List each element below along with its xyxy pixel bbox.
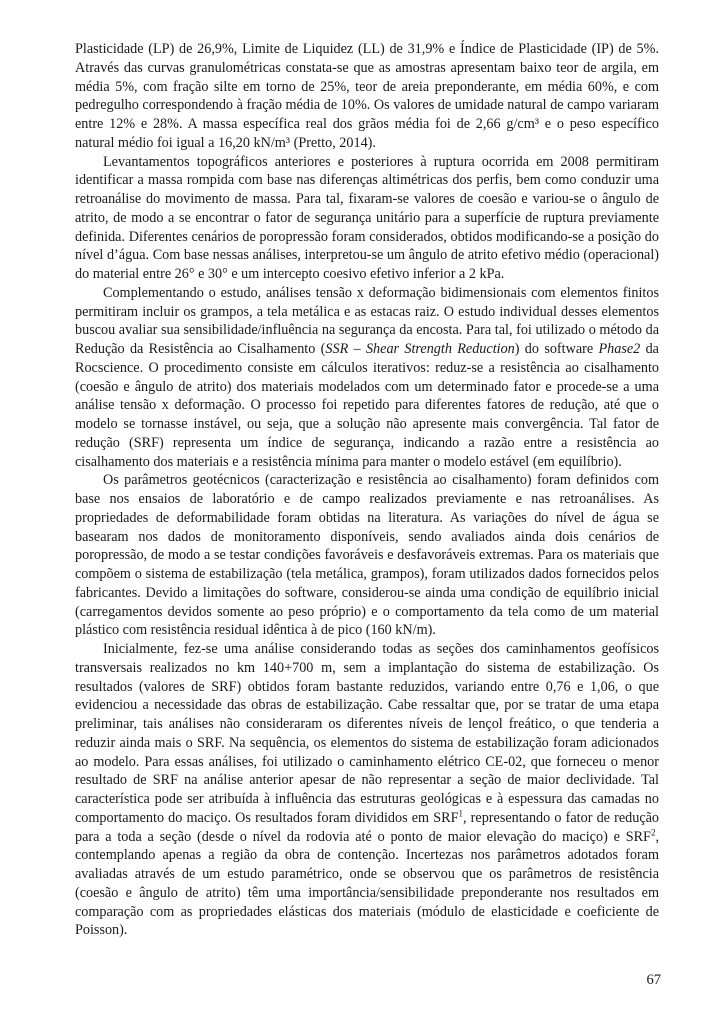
body-text (75, 40, 659, 940)
paragraph-2: Levantamentos topográficos anteriores e posteriores à ruptura ocorrida em 2008 permitiram identificar a massa rompida com base nas diferenças altimétricas dos perfis, bem como conduzir uma retroanálise do movimento de massa. Para tal, fixaram-se valores de coesão e variou-se o ângulo de atrito, de modo a se encontrar o fator de segurança unitário para a superfície de ruptura previamente definida. Diferentes cenários de poropressão foram considerados, obtidos modificando-se a posição do nível d’água. Com base nessas análises, interpretou-se um ângulo de atrito efetivo médio (operacional) do material entre 26° e 30° e um intercepto coesivo efetivo inferior a 2 kPa. (75, 153, 659, 282)
paragraph-3: Complementando o estudo, análises tensão x deformação bidimensionais com elementos finitos permitiram incluir os grampos, a tela metálica e as estacas raiz. O estudo individual desses elementos buscou avaliar sua sensibilidade/influência na segurança da encosta. Para tal, foi utilizado o método da Redução da Resistência ao Cisalhamento (SSR – Shear Strength Reduction) do software Phase2 da Rocscience. O procedimento consiste em cálculos iterativos: reduz-se a resistência ao cisalhamento (coesão e ângulo de atrito) dos materiais modelados com um determinado fator e procede-se a uma análise tensão x deformação. O processo foi repetido para diferentes fatores de redução, até que o modelo se tornasse instável, ou seja, que a solução não apresente mais convergência. Tal fator de redução (SRF) representa um índice de segurança, indicando a razão entre a resistência ao cisalhamento dos materiais e a resistência mínima para manter o modelo estável (em equilíbrio). (75, 284, 659, 470)
paragraph-1: Plasticidade (LP) de 26,9%, Limite de Liquidez (LL) de 31,9% e Índice de Plasticidade (IP) de 5%. Através das curvas granulométricas constata-se que as amostras apresentam baixo teor de argila, em média 5%, com fração silte em torno de 25%, teor de areia preponderante, em média 60%, e com pedregulho correspondendo à fração média de 10%. Os valores de umidade natural de campo variaram entre 12% e 28%. A massa específica real dos grãos média foi de 2,66 g/cm³ e o peso específico natural médio foi igual a 16,20 kN/m³ (Pretto, 2014). (75, 41, 659, 151)
paragraph-5: Inicialmente, fez-se uma análise considerando todas as seções dos caminhamentos geofísicos transversais realizados no km 140+700 m, sem a implantação do sistema de estabilização. Os resultados (valores de SRF) obtidos foram bastante reduzidos, variando entre 0,76 e 1,06, o que evidenciou a necessidade das obras de estabilização. Cabe ressaltar que, por se tratar de uma etapa preliminar, tais análises não consideraram os diferentes níveis de lençol freático, o que tenderia a reduzir ainda mais o SRF. Na sequência, os elementos do sistema de estabilização foram adicionados ao modelo. Para essas análises, foi utilizado o caminhamento elétrico CE-02, que forneceu o menor resultado de SRF na análise anterior apesar de não representar a seção de maior declividade. Tal característica pode ser atribuída à influência das estruturas geológicas e à espessura das camadas no comportamento do maciço. Os resultados foram divididos em SRF$^1$, representando o fator de redução para a toda a seção (desde o nível da rodovia até o ponto de maior elevação do maciço) e SRF$^2$, contemplando apenas a região da obra de contenção. Incertezas nos parâmetros adotados foram avaliadas através de um estudo paramétrico, onde se observou que os parâmetros de resistência (coesão e ângulo de atrito) têm uma importância/sensibilidade preponderante nos resultados em comparação com as propriedades elásticas dos materiais (módulo de elasticidade e coeficiente de Poisson). (75, 641, 660, 939)
page-number: 67 (646, 972, 661, 988)
paragraph-4: Os parâmetros geotécnicos (caracterização e resistência ao cisalhamento) foram definidos com base nos ensaios de laboratório e de campo realizados previamente e nas retroanálises. As propriedades de deformabilidade foram obtidas na literatura. As variações do nível de água se basearam nos dados de monitoramento disponíveis, sendo avaliados ainda dois cenários de poropressão, de modo a se testar condições favoráveis e desfavoráveis extremas. Para os materiais que compõem o sistema de estabilização (tela metálica, grampos), foram utilizados dados fornecidos pelos fabricantes. Devido a limitações do software, considerou-se ainda uma condição de equilíbrio inicial (carregamentos devidos somente ao peso próprio) e o comportamento da tela como de um material plástico com resistência residual idêntica à de pico (160 kN/m). (75, 472, 659, 639)
